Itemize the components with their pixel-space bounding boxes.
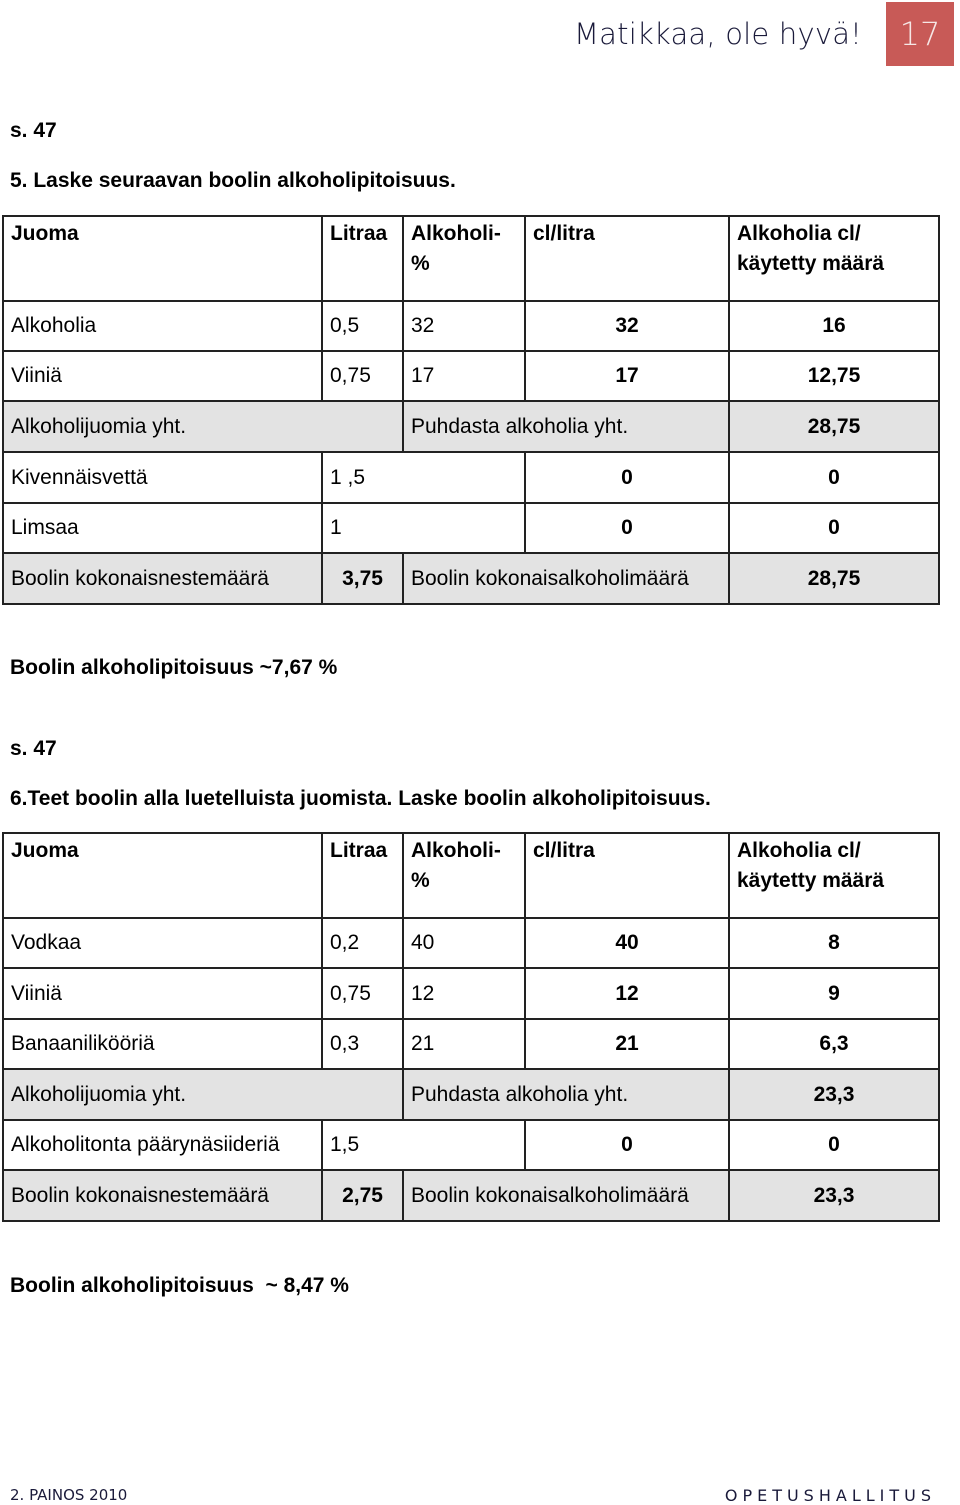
table-row <box>3 1120 939 1170</box>
cell-pct: 17 <box>403 351 525 401</box>
cell-litraa: 1 <box>322 503 525 553</box>
page-ref-1: s. 47 <box>10 119 57 142</box>
cell-cl-used: 0 <box>729 503 939 553</box>
cell-pct: 32 <box>403 301 525 351</box>
col-header-alkoholi-pct: Alkoholi- % <box>403 216 525 301</box>
page-ref-2: s. 47 <box>10 737 57 760</box>
pure-alcohol-label: Puhdasta alkoholia yht. <box>403 1069 729 1120</box>
total-row <box>3 553 939 604</box>
cell-juoma: Banaanilikööriä <box>3 1019 322 1069</box>
col-header-alkoholia-cl: Alkoholia cl/ käytetty määrä <box>729 216 939 301</box>
cell-litraa: 0,3 <box>322 1019 403 1069</box>
cell-cl-used: 16 <box>729 301 939 351</box>
cell-cl-used: 12,75 <box>729 351 939 401</box>
cell-cl-litra: 17 <box>525 351 729 401</box>
cell-juoma: Limsaa <box>3 503 322 553</box>
cell-juoma: Viiniä <box>3 968 322 1019</box>
cell-cl-litra: 0 <box>525 503 729 553</box>
col-header-litraa: Litraa <box>322 216 403 301</box>
pure-alcohol-value: 23,3 <box>729 1069 939 1120</box>
col-header-juoma: Juoma <box>3 216 322 301</box>
total-alcohol-value: 28,75 <box>729 553 939 604</box>
total-row <box>3 1170 939 1221</box>
footer-publisher: OPETUSHALLITUS <box>724 1486 936 1505</box>
result-task-6: Boolin alkoholipitoisuus ~ 8,47 % <box>10 1274 349 1297</box>
cell-juoma: Alkoholia <box>3 301 322 351</box>
cell-pct: 40 <box>403 918 525 968</box>
cell-cl-used: 9 <box>729 968 939 1019</box>
cell-juoma: Kivennäisvettä <box>3 452 322 503</box>
header-title: Matikkaa, ole hyvä! <box>573 17 862 51</box>
subtotal-label: Alkoholijuomia yht. <box>3 1069 403 1120</box>
total-alcohol-label: Boolin kokonaisalkoholimäärä <box>403 553 729 604</box>
result-task-5: Boolin alkoholipitoisuus ~7,67 % <box>10 656 338 679</box>
subtotal-label: Alkoholijuomia yht. <box>3 401 403 452</box>
total-liquid-value: 2,75 <box>322 1170 403 1221</box>
task-6-text: 6.Teet boolin alla luetelluista juomista. Laske boolin alkoholipitoisuus. <box>10 787 711 810</box>
table-row <box>3 1019 939 1069</box>
col-header-alkoholi-pct: Alkoholi- % <box>403 833 525 918</box>
total-alcohol-label: Boolin kokonaisalkoholimäärä <box>403 1170 729 1221</box>
cell-cl-used: 6,3 <box>729 1019 939 1069</box>
table-row <box>3 301 939 351</box>
total-alcohol-value: 23,3 <box>729 1170 939 1221</box>
table-row <box>3 503 939 553</box>
table-task-6 <box>2 832 940 1222</box>
total-liquid-label: Boolin kokonaisnestemäärä <box>3 553 322 604</box>
cell-juoma: Viiniä <box>3 351 322 401</box>
cell-cl-litra: 21 <box>525 1019 729 1069</box>
table-task-5 <box>2 215 940 605</box>
pure-alcohol-label: Puhdasta alkoholia yht. <box>403 401 729 452</box>
table-row <box>3 918 939 968</box>
col-header-cl-litra: cl/litra <box>525 216 729 301</box>
cell-cl-litra: 0 <box>525 452 729 503</box>
table-row <box>3 452 939 503</box>
cell-litraa: 1 ,5 <box>322 452 525 503</box>
cell-cl-used: 8 <box>729 918 939 968</box>
subtotal-row <box>3 401 939 452</box>
cell-litraa: 0,75 <box>322 968 403 1019</box>
table-header-row <box>3 216 939 301</box>
table-header-row <box>3 833 939 918</box>
subtotal-row <box>3 1069 939 1120</box>
cell-litraa: 0,5 <box>322 301 403 351</box>
task-5-text: 5. Laske seuraavan boolin alkoholipitoisuus. <box>10 169 456 192</box>
footer-edition: 2. PAINOS 2010 <box>10 1486 128 1504</box>
table-row <box>3 968 939 1019</box>
table-row <box>3 351 939 401</box>
cell-litraa: 1,5 <box>322 1120 525 1170</box>
total-liquid-label: Boolin kokonaisnestemäärä <box>3 1170 322 1221</box>
total-liquid-value: 3,75 <box>322 553 403 604</box>
cell-pct: 12 <box>403 968 525 1019</box>
cell-juoma: Vodkaa <box>3 918 322 968</box>
col-header-alkoholia-cl: Alkoholia cl/ käytetty määrä <box>729 833 939 918</box>
col-header-cl-litra: cl/litra <box>525 833 729 918</box>
cell-juoma: Alkoholitonta päärynäsiideriä <box>3 1120 322 1170</box>
col-header-litraa: Litraa <box>322 833 403 918</box>
page-number-badge: 17 <box>886 2 954 66</box>
cell-cl-litra: 12 <box>525 968 729 1019</box>
cell-cl-used: 0 <box>729 1120 939 1170</box>
cell-cl-used: 0 <box>729 452 939 503</box>
col-header-juoma: Juoma <box>3 833 322 918</box>
pure-alcohol-value: 28,75 <box>729 401 939 452</box>
cell-pct: 21 <box>403 1019 525 1069</box>
cell-litraa: 0,75 <box>322 351 403 401</box>
cell-cl-litra: 0 <box>525 1120 729 1170</box>
cell-cl-litra: 40 <box>525 918 729 968</box>
cell-litraa: 0,2 <box>322 918 403 968</box>
cell-cl-litra: 32 <box>525 301 729 351</box>
